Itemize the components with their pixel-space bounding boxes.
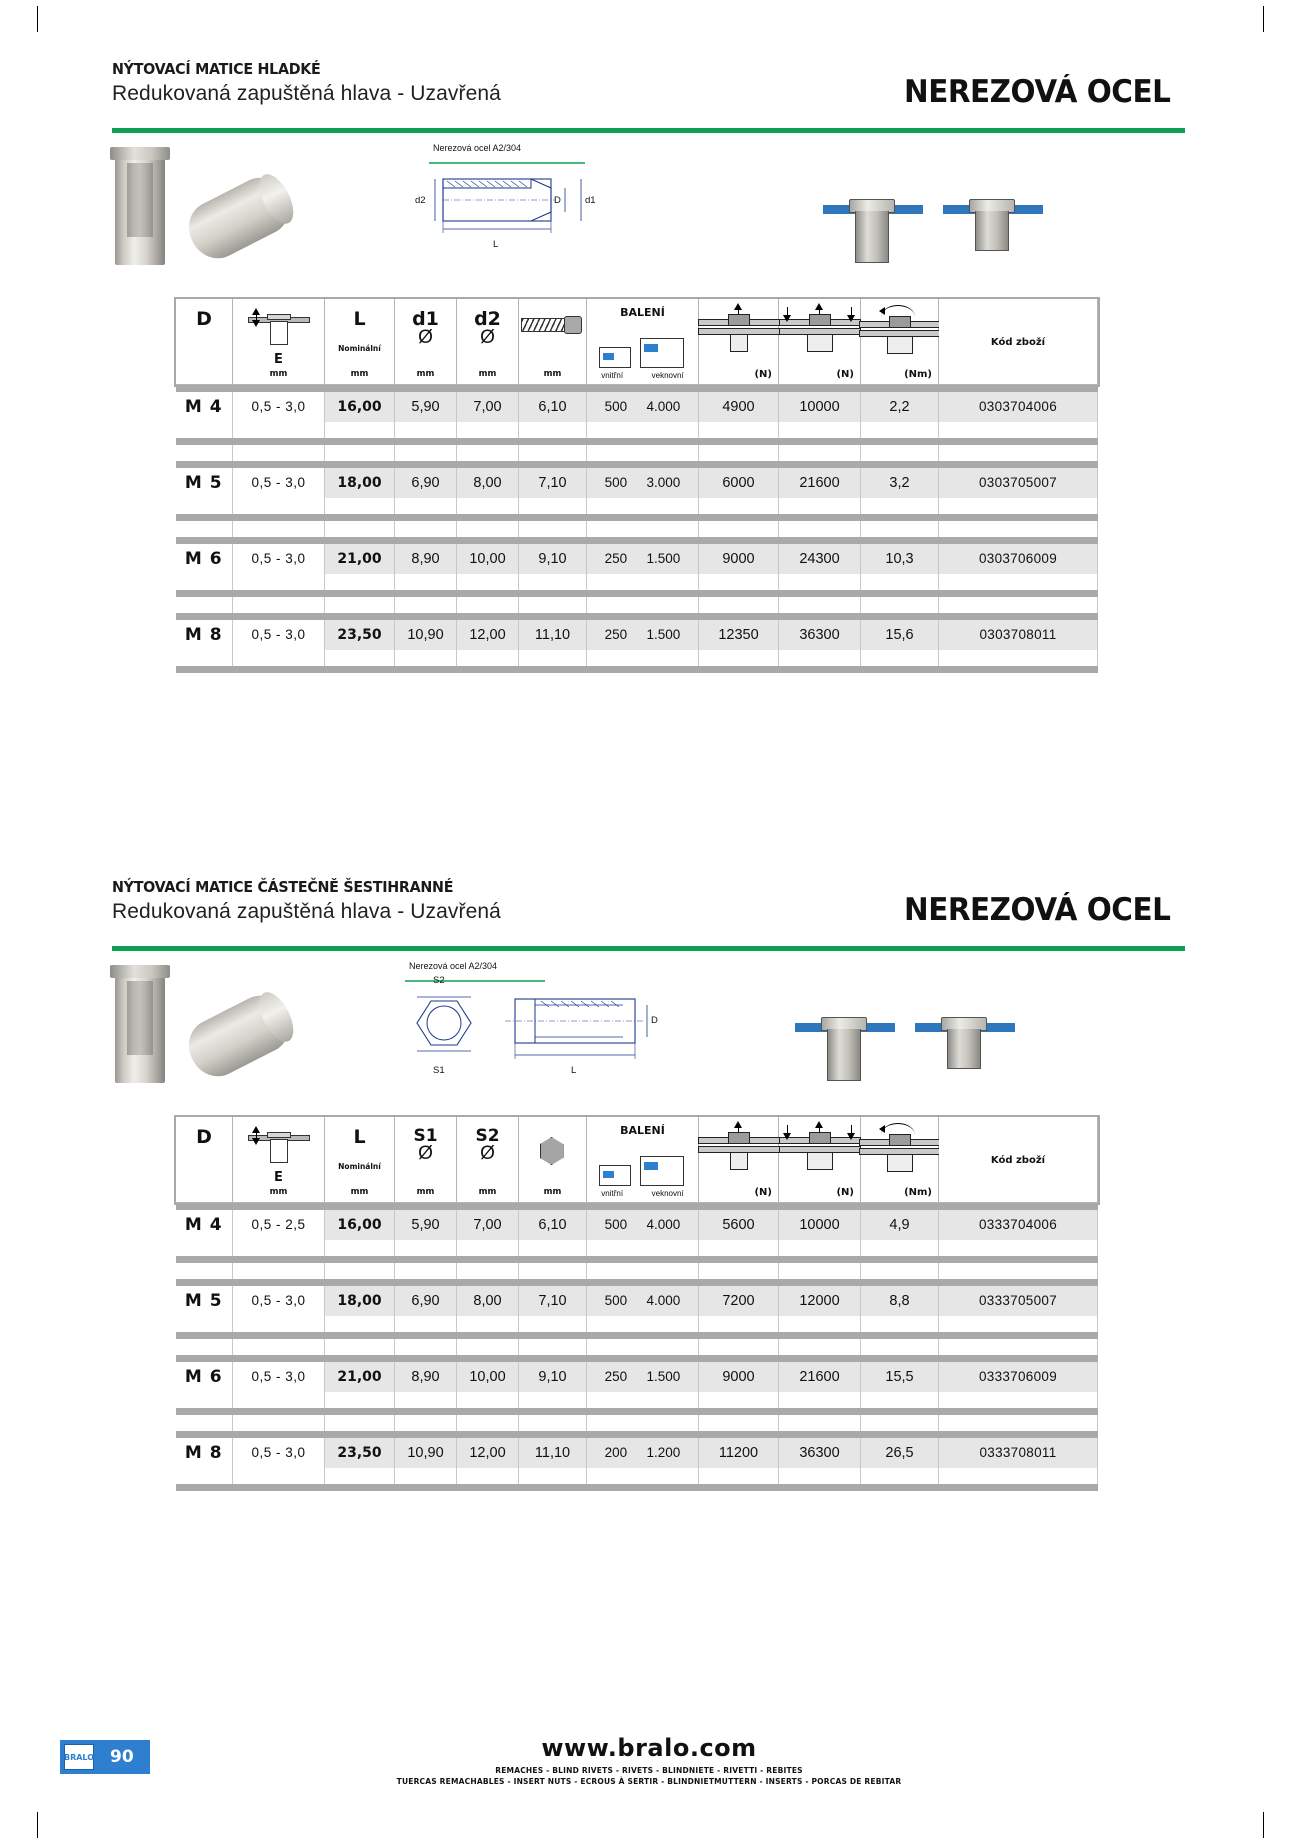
torque-icon [857,305,943,353]
cell-d1: 6,90 [395,468,457,498]
table-rule [176,1408,1098,1415]
cell-D: M 4 [176,392,233,422]
cell-shear: 9000 [699,544,779,574]
cell-tensile: 36300 [779,620,861,650]
row-spacer [176,1240,1098,1256]
table-row[interactable] [176,544,1098,574]
cell-pack-outer: 4.000 [646,1217,681,1232]
cell-torque: 8,8 [861,1286,939,1316]
website-url[interactable]: www.bralo.com [541,1734,757,1762]
grip-range-icon [248,1125,310,1165]
cell-S2: 7,00 [457,1210,519,1240]
figure-strip [95,133,1185,298]
header-cell-drill [519,1117,587,1203]
cell-tensile: 21600 [779,468,861,498]
table-rule [176,438,1098,445]
cell-pack-inner: 500 [604,475,628,490]
cell-E: 0,5 - 3,0 [233,468,325,498]
diameter-icon: Ø [480,327,495,348]
cell-L: 23,50 [325,1438,395,1468]
spec-table-2 [175,1116,1098,1491]
material-brand: NEREZOVÁ OCEL [903,892,1170,928]
bralo-logo-icon: BRALO [64,1744,94,1770]
cell-drill: 9,10 [519,1362,587,1392]
shear-load-icon [696,305,782,353]
cell-pack-inner: 200 [604,1445,628,1460]
table-header-row [176,1117,1098,1203]
footer-tagline-insert-nuts: TUERCAS REMACHABLES - INSERT NUTS - ECROUS À SERTIR - BLINDNIETMUTTERN - INSERTS - PORCAS DE REBITAR [396,1777,902,1786]
header-cell-torque [861,1117,939,1203]
header-label-packing: BALENÍ [620,1124,665,1137]
header-cell-L [325,299,395,385]
header-unit-L: mm [350,1187,369,1197]
cell-S1: 6,90 [395,1286,457,1316]
torque-icon [857,1123,943,1171]
diameter-icon: Ø [418,327,433,348]
section-header [112,60,1186,122]
diameter-icon: Ø [418,1143,433,1164]
table-row[interactable] [176,1438,1098,1468]
row-spacer [176,574,1098,590]
header-packing-inner: vnitřní [601,371,624,380]
cell-d2: 8,00 [457,468,519,498]
spec-table-1 [175,298,1098,673]
cell-pack-outer: 1.200 [646,1445,681,1460]
section-subtitle: Redukovaná zapuštěná hlava - Uzavřená [112,900,501,923]
table-row[interactable] [176,620,1098,650]
material-note: Nerezová ocel A2/304 [409,961,498,971]
product-photo [95,141,310,289]
header-unit-shear: (N) [754,1187,772,1198]
drawing-label-S1: S1 [433,1065,445,1076]
table-rule [176,1355,1098,1362]
diameter-icon: Ø [480,1143,495,1164]
cell-S2: 12,00 [457,1438,519,1468]
cell-pack-inner: 500 [604,1293,628,1308]
header-label-L: L [353,308,366,330]
cell-torque: 4,9 [861,1210,939,1240]
technical-drawing [415,143,685,273]
nut-body [827,1029,861,1081]
cell-packing [587,620,699,650]
cell-pack-outer: 3.000 [646,475,681,490]
footer-tagline-products: REMACHES - BLIND RIVETS - RIVETS - BLINDNIETE - RIVETTI - REBITES [495,1766,803,1775]
cell-drill: 9,10 [519,544,587,574]
cell-shear: 6000 [699,468,779,498]
header-label-code: Kód zboží [990,337,1046,348]
cell-E: 0,5 - 3,0 [233,1286,325,1316]
header-cell-tensile [779,299,861,385]
nut-body [975,211,1009,251]
cell-d2: 12,00 [457,620,519,650]
cell-d2: 10,00 [457,544,519,574]
cell-d1: 5,90 [395,392,457,422]
cell-shear: 5600 [699,1210,779,1240]
cell-E: 0,5 - 3,0 [233,1362,325,1392]
crop-mark-top-left [37,6,38,32]
spec-table-wrapper [175,1116,1097,1491]
table-rule [176,1484,1098,1491]
cell-shear: 12350 [699,620,779,650]
cell-drill: 6,10 [519,392,587,422]
application-illustration [795,995,1025,1085]
photo-nut-standing [115,965,165,1083]
cell-d1: 8,90 [395,544,457,574]
table-rule [176,613,1098,620]
header-packing-inner: vnitřní [601,1189,624,1198]
header-cell-code [939,299,1098,385]
cell-pack-inner: 250 [604,551,628,566]
crop-mark-bottom-right [1263,1812,1264,1838]
header-cell-d2 [457,299,519,385]
cell-D: M 4 [176,1210,233,1240]
cell-d1: 10,90 [395,620,457,650]
header-unit-d2: mm [478,369,497,379]
header-cell-torque [861,299,939,385]
packing-boxes-icon [587,1148,698,1188]
cell-pack-inner: 250 [604,627,628,642]
row-spacer [176,597,1098,613]
row-spacer [176,445,1098,461]
cell-tensile: 24300 [779,544,861,574]
cell-drill: 11,10 [519,1438,587,1468]
row-spacer [176,1316,1098,1332]
cell-S1: 5,90 [395,1210,457,1240]
cell-packing [587,1210,699,1240]
section-subtitle: Redukovaná zapuštěná hlava - Uzavřená [112,82,501,105]
section-title: NÝTOVACÍ MATICE HLADKÉ [112,60,321,78]
header-label-d1: d1 [412,308,439,330]
cell-L: 16,00 [325,1210,395,1240]
tensile-load-icon [777,1123,863,1171]
header-cell-S2 [457,1117,519,1203]
cell-code: 0303705007 [939,468,1098,498]
table-rule [176,666,1098,673]
row-spacer [176,422,1098,438]
spec-table-wrapper [175,298,1097,673]
figure-strip [95,951,1185,1116]
drawing-label-L: L [571,1065,577,1076]
table-row[interactable] [176,1286,1098,1316]
photo-nut-standing [115,147,165,265]
cell-S1: 8,90 [395,1362,457,1392]
cell-code: 0333706009 [939,1362,1098,1392]
cell-S2: 10,00 [457,1362,519,1392]
table-row[interactable] [176,1362,1098,1392]
cell-D: M 5 [176,1286,233,1316]
cell-drill: 7,10 [519,1286,587,1316]
cell-S2: 8,00 [457,1286,519,1316]
header-unit-drill: mm [543,369,562,379]
page-number: 90 [110,1747,134,1767]
nut-body [855,211,889,263]
cell-pack-inner: 250 [604,1369,628,1384]
cell-pack-inner: 500 [604,399,628,414]
header-unit-d1: mm [416,369,435,379]
header-label-E: E [274,1170,283,1185]
packing-boxes-icon [587,330,698,370]
header-cell-S1 [395,1117,457,1203]
application-unit-1 [823,177,923,265]
shear-load-icon [696,1123,782,1171]
cell-E: 0,5 - 3,0 [233,1438,325,1468]
section-title: NÝTOVACÍ MATICE ČÁSTEČNĚ ŠESTIHRANNÉ [112,878,454,896]
header-cell-shear [699,299,779,385]
cell-L: 21,00 [325,544,395,574]
cell-pack-outer: 1.500 [646,551,681,566]
cell-L: 18,00 [325,1286,395,1316]
cell-pack-outer: 1.500 [646,627,681,642]
cell-tensile: 36300 [779,1438,861,1468]
cell-pack-outer: 1.500 [646,1369,681,1384]
row-spacer [176,521,1098,537]
cell-drill: 7,10 [519,468,587,498]
cell-code: 0333704006 [939,1210,1098,1240]
application-illustration [823,177,1053,267]
cell-shear: 9000 [699,1362,779,1392]
cell-pack-inner: 500 [604,1217,628,1232]
header-packing-outer: veknovní [651,371,684,380]
tensile-load-icon [777,305,863,353]
table-row[interactable] [176,1210,1098,1240]
table-row[interactable] [176,468,1098,498]
application-unit-2 [915,995,1015,1083]
table-rule [176,590,1098,597]
section-header [112,878,1186,940]
material-note: Nerezová ocel A2/304 [433,143,522,153]
cell-packing [587,1362,699,1392]
header-unit-tensile: (N) [836,369,854,380]
header-cell-E [233,1117,325,1203]
row-spacer [176,650,1098,666]
header-label-L: L [353,1126,366,1148]
drawing-label-D: D [651,1015,658,1026]
cell-code: 0333708011 [939,1438,1098,1468]
header-cell-code [939,1117,1098,1203]
cell-shear: 11200 [699,1438,779,1468]
cell-E: 0,5 - 3,0 [233,544,325,574]
row-spacer [176,1339,1098,1355]
table-rule [176,1279,1098,1286]
header-label-code: Kód zboží [990,1155,1046,1166]
crop-mark-top-right [1263,6,1264,32]
header-unit-torque: (Nm) [904,1187,932,1198]
drawing-label-d1: d1 [585,195,596,206]
drawing-label-S2: S2 [433,975,445,986]
cell-packing [587,544,699,574]
cell-packing [587,1438,699,1468]
application-unit-1 [795,995,895,1083]
section-smooth-rivet-nuts [0,60,1298,673]
cell-packing [587,1286,699,1316]
table-header-row [176,299,1098,385]
cell-torque: 15,5 [861,1362,939,1392]
cell-pack-outer: 4.000 [646,399,681,414]
header-cell-drill [519,299,587,385]
header-unit-L: mm [350,369,369,379]
cell-pack-outer: 4.000 [646,1293,681,1308]
cell-E: 0,5 - 3,0 [233,392,325,422]
header-label-packing: BALENÍ [620,306,665,319]
table-rule [176,1332,1098,1339]
header-cell-shear [699,1117,779,1203]
header-cell-d1 [395,299,457,385]
cell-tensile: 21600 [779,1362,861,1392]
drawing-label-L: L [493,239,499,250]
cell-E: 0,5 - 3,0 [233,620,325,650]
cell-tensile: 12000 [779,1286,861,1316]
cell-L: 16,00 [325,392,395,422]
header-label-S2: S2 [475,1126,500,1146]
table-rule [176,385,1098,392]
cell-D: M 6 [176,544,233,574]
header-cell-tensile [779,1117,861,1203]
table-rule [176,1431,1098,1438]
header-cell-D [176,299,233,385]
cell-torque: 10,3 [861,544,939,574]
technical-drawing [395,961,715,1101]
cell-drill: 11,10 [519,620,587,650]
hex-profile-icon [540,1137,566,1167]
header-packing-outer: veknovní [651,1189,684,1198]
cell-packing [587,468,699,498]
cell-torque: 26,5 [861,1438,939,1468]
header-label-D: D [196,1126,212,1148]
cell-packing [587,392,699,422]
cell-shear: 7200 [699,1286,779,1316]
header-label-d2: d2 [474,308,501,330]
cell-tensile: 10000 [779,392,861,422]
header-unit-S1: mm [416,1187,435,1197]
header-cell-D [176,1117,233,1203]
cell-L: 23,50 [325,620,395,650]
material-brand: NEREZOVÁ OCEL [903,74,1170,110]
row-spacer [176,1392,1098,1408]
cell-D: M 8 [176,620,233,650]
header-label-E: E [274,352,283,367]
table-rule [176,537,1098,544]
cell-L: 21,00 [325,1362,395,1392]
row-spacer [176,1263,1098,1279]
cell-code: 0303706009 [939,544,1098,574]
table-rule [176,461,1098,468]
table-rule [176,514,1098,521]
cell-drill: 6,10 [519,1210,587,1240]
nut-body [947,1029,981,1069]
row-spacer [176,498,1098,514]
section-partially-hexagonal-rivet-nuts [0,878,1298,1491]
cell-L: 18,00 [325,468,395,498]
photo-nut-lying [180,169,299,268]
row-spacer [176,1468,1098,1484]
header-nominal-note: Nominální [338,344,381,353]
cell-D: M 8 [176,1438,233,1468]
header-unit-drill: mm [543,1187,562,1197]
cell-S1: 10,90 [395,1438,457,1468]
drill-bit-icon [521,313,585,339]
header-cell-E [233,299,325,385]
page-footer [0,1734,1298,1804]
cell-code: 0303704006 [939,392,1098,422]
cell-tensile: 10000 [779,1210,861,1240]
cell-shear: 4900 [699,392,779,422]
header-unit-E: mm [269,369,288,379]
header-cell-packing [587,299,699,385]
photo-nut-lying [180,987,299,1086]
header-nominal-note: Nominální [338,1162,381,1171]
cell-torque: 15,6 [861,620,939,650]
table-rule [176,1256,1098,1263]
drawing-label-D: D [554,195,561,206]
cell-E: 0,5 - 2,5 [233,1210,325,1240]
product-photo [95,959,310,1107]
row-spacer [176,1415,1098,1431]
header-unit-shear: (N) [754,369,772,380]
cell-d2: 7,00 [457,392,519,422]
header-unit-S2: mm [478,1187,497,1197]
cell-torque: 2,2 [861,392,939,422]
cell-code: 0303708011 [939,620,1098,650]
header-cell-L [325,1117,395,1203]
table-rule [176,1203,1098,1210]
header-label-D: D [196,308,212,330]
cell-torque: 3,2 [861,468,939,498]
cell-D: M 6 [176,1362,233,1392]
header-unit-E: mm [269,1187,288,1197]
header-unit-torque: (Nm) [904,369,932,380]
crop-mark-bottom-left [37,1812,38,1838]
cell-code: 0333705007 [939,1286,1098,1316]
table-row[interactable] [176,392,1098,422]
cell-D: M 5 [176,468,233,498]
grip-range-icon [248,307,310,347]
header-cell-packing [587,1117,699,1203]
drawing-label-d2: d2 [415,195,426,206]
application-unit-2 [943,177,1043,265]
header-label-S1: S1 [413,1126,438,1146]
header-unit-tensile: (N) [836,1187,854,1198]
